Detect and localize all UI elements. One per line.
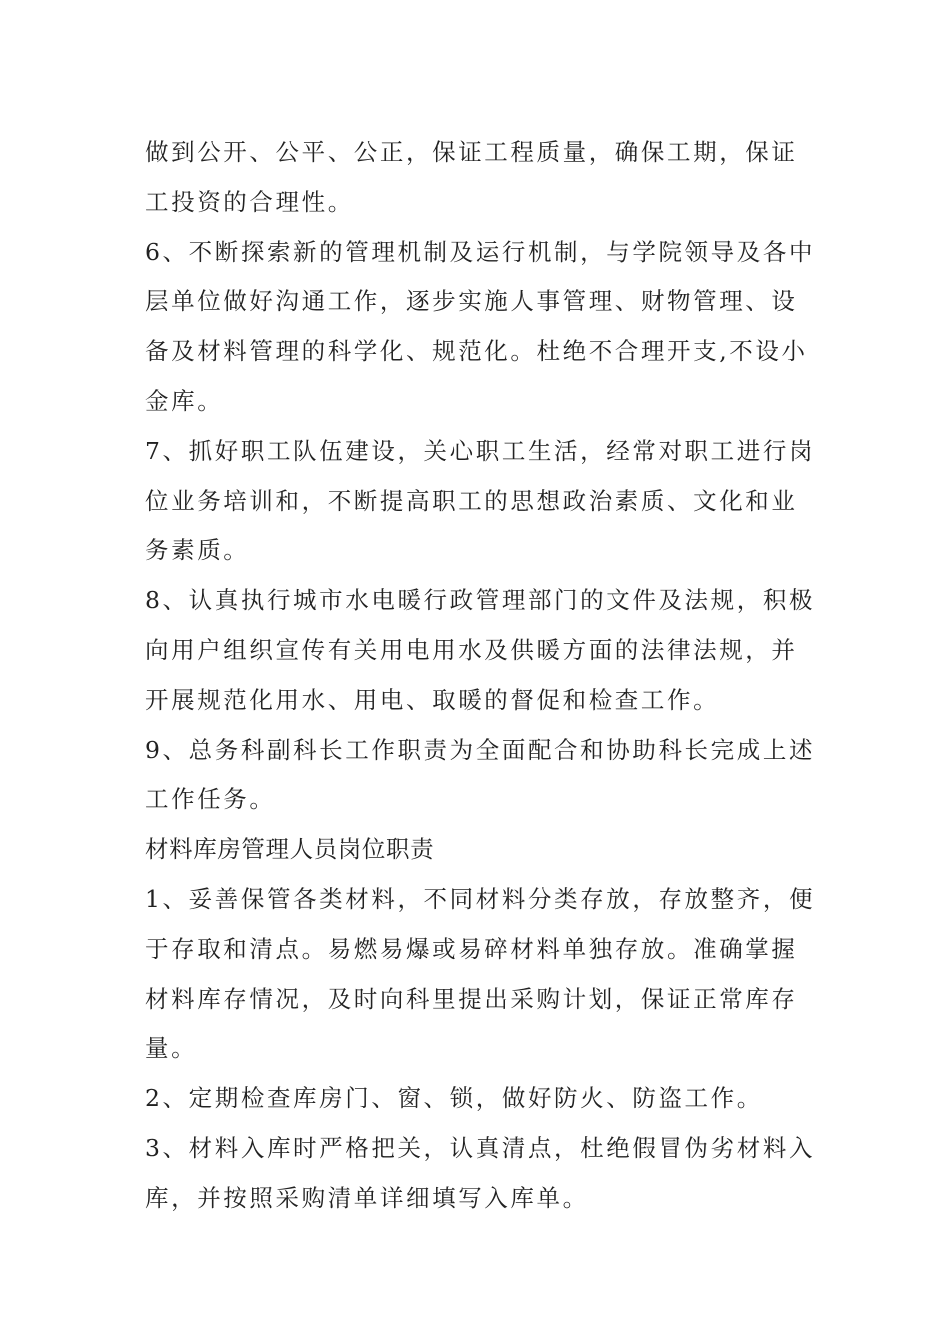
body-text-line: 备及材料管理的科学化、规范化。杜绝不合理开支,不设小	[145, 337, 808, 366]
body-text-line: 于存取和清点。易燃易爆或易碎材料单独存放。准确掌握	[145, 934, 798, 963]
body-text-line: 材料库存情况，及时向科里提出采购计划，保证正常库存	[145, 984, 798, 1013]
list-item-6: 6、不断探索新的管理机制及运行机制，与学院领导及各中	[145, 237, 816, 266]
body-text-line: 工作任务。	[145, 785, 276, 814]
body-text-line: 务素质。	[145, 536, 250, 565]
section-heading: 材料库房管理人员岗位职责	[145, 835, 435, 864]
list-item-1: 1、妥善保管各类材料，不同材料分类存放，存放整齐，便	[145, 884, 816, 913]
list-item-7: 7、抓好职工队伍建设，关心职工生活，经常对职工进行岗	[145, 436, 816, 465]
body-text-line: 位业务培训和，不断提高职工的思想政治素质、文化和业	[145, 486, 798, 515]
body-text-line: 库，并按照采购清单详细填写入库单。	[145, 1183, 589, 1212]
list-item-2: 2、定期检查库房门、窗、锁，做好防火、防盗工作。	[145, 1084, 763, 1113]
body-text-line: 量。	[145, 1034, 198, 1063]
body-text-line: 开展规范化用水、用电、取暖的督促和检查工作。	[145, 685, 720, 714]
body-text-line: 工投资的合理性。	[145, 187, 354, 216]
list-item-9: 9、总务科副科长工作职责为全面配合和协助科长完成上述	[145, 735, 816, 764]
body-text-line: 做到公开、公平、公正，保证工程质量，确保工期，保证	[145, 138, 798, 166]
list-item-8: 8、认真执行城市水电暖行政管理部门的文件及法规，积极	[145, 586, 816, 615]
document-body	[145, 128, 816, 1224]
list-item-3: 3、材料入库时严格把关，认真清点，杜绝假冒伪劣材料入	[145, 1133, 816, 1162]
body-text-line: 层单位做好沟通工作，逐步实施人事管理、财物管理、设	[145, 287, 798, 316]
body-text-line: 金库。	[145, 386, 224, 415]
body-text-line: 向用户组织宣传有关用电用水及供暖方面的法律法规，并	[145, 635, 798, 664]
